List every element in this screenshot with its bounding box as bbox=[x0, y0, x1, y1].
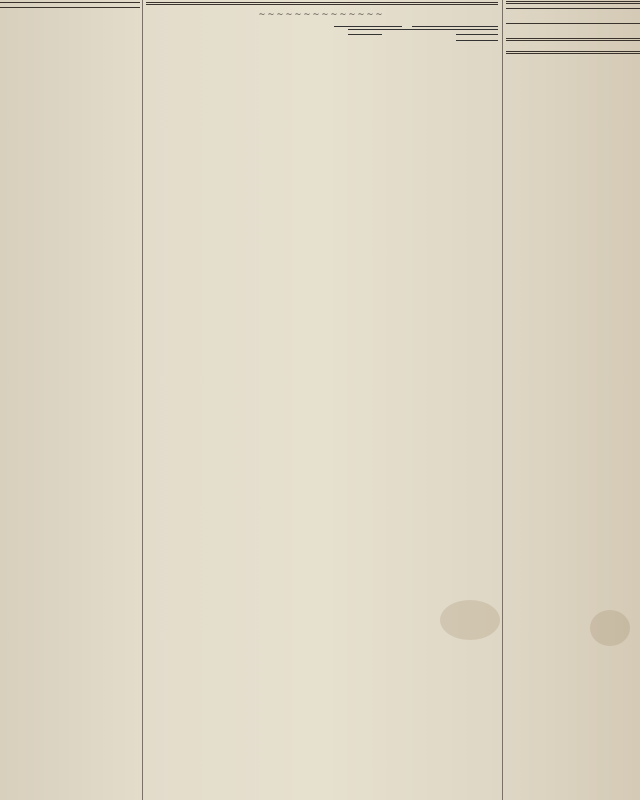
title-ornament: ⁓⁓⁓⁓⁓⁓⁓⁓⁓⁓⁓⁓⁓⁓ bbox=[259, 11, 385, 18]
middle-column bbox=[146, 0, 498, 800]
dem-gain-row bbox=[146, 40, 498, 41]
total-row bbox=[146, 29, 498, 30]
column-rule-right bbox=[502, 0, 503, 800]
paper-stain bbox=[440, 600, 500, 640]
column-rule-left bbox=[142, 0, 143, 800]
left-column bbox=[0, 0, 140, 800]
paper-stain bbox=[590, 610, 630, 646]
right-column bbox=[506, 0, 640, 800]
year-header bbox=[146, 26, 498, 27]
whig-majority-row bbox=[146, 34, 498, 35]
